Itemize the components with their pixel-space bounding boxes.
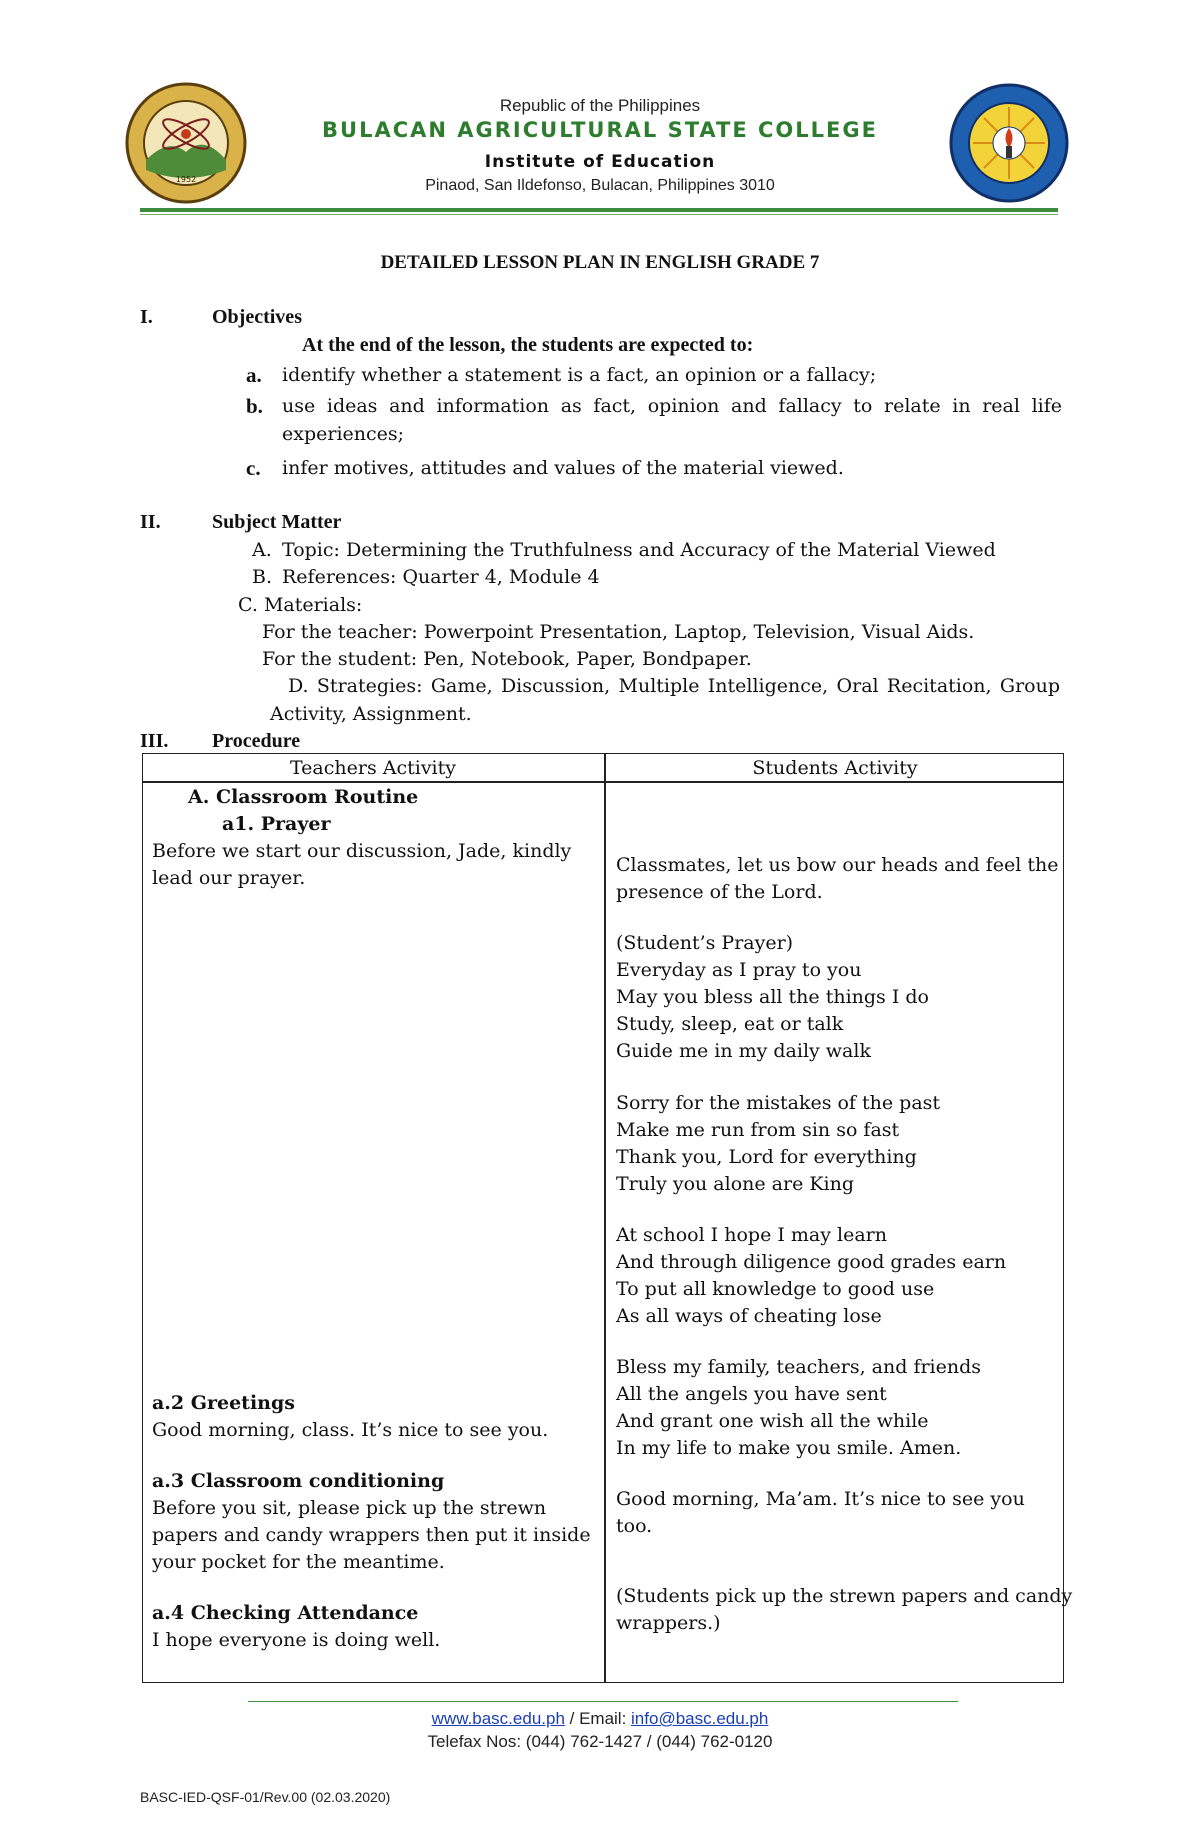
table-header-divider [142, 781, 1064, 783]
institute-name: Institute of Education [484, 152, 716, 172]
checking-attendance-heading: a.4 Checking Attendance [152, 1602, 419, 1624]
references-label: B. [252, 566, 273, 588]
objective-a-label: a. [246, 363, 262, 387]
prayer-stanza-1-line: Guide me in my daily walk [616, 1040, 871, 1062]
student-column-header: Students Activity [752, 757, 918, 779]
references-text: References: Quarter 4, Module 4 [282, 566, 600, 588]
student-greeting-line-1: Good morning, Ma’am. It’s nice to see you [616, 1488, 1025, 1510]
student-conditioning-line-1: (Students pick up the strewn papers and candy [616, 1585, 1073, 1607]
header-divider [140, 208, 1058, 212]
teacher-prayer-line-2: lead our prayer. [152, 867, 306, 889]
header-divider-thin [140, 214, 1058, 215]
prayer-stanza-1-line: May you bless all the things I do [616, 986, 929, 1008]
student-conditioning-line-2: wrappers.) [616, 1612, 721, 1634]
procedure-numeral: III. [140, 730, 169, 752]
svg-text:1952: 1952 [175, 175, 197, 184]
student-greeting-line-2: too. [616, 1515, 653, 1537]
prayer-stanza-3-line: And through diligence good grades earn [616, 1251, 1007, 1273]
objective-c-label: c. [246, 456, 261, 480]
objective-c-text: infer motives, attitudes and values of the material viewed. [282, 457, 844, 479]
student-prayer-intro-line-1: Classmates, let us bow our heads and feel the [616, 854, 1059, 876]
teacher-attendance: I hope everyone is doing well. [152, 1629, 441, 1651]
objective-a-text: identify whether a statement is a fact, an opinion or a fallacy; [282, 364, 877, 386]
footer-separator: / Email: [564, 1709, 632, 1728]
teacher-conditioning-line-3: your pocket for the meantime. [152, 1551, 445, 1573]
student-prayer-intro-line-2: presence of the Lord. [616, 881, 823, 903]
objective-b-label: b. [246, 394, 263, 418]
classroom-routine-heading: A. Classroom Routine [188, 786, 419, 808]
prayer-stanza-3-line: To put all knowledge to good use [616, 1278, 935, 1300]
document-code: BASC-IED-QSF-01/Rev.00 (02.03.2020) [140, 1789, 391, 1805]
footer-divider [248, 1701, 958, 1702]
prayer-stanza-4-line: In my life to make you smile. Amen. [616, 1437, 962, 1459]
strategies-text: D. Strategies: Game, Discussion, Multiple Intelligence, Oral Recitation, Group [288, 675, 1060, 697]
prayer-stanza-1-line: Study, sleep, eat or talk [616, 1013, 844, 1035]
objectives-numeral: I. [140, 306, 153, 328]
college-address: Pinaod, San Ildefonso, Bulacan, Philippines 3010 [425, 177, 775, 194]
subject-matter-numeral: II. [140, 511, 161, 533]
greetings-heading: a.2 Greetings [152, 1392, 295, 1414]
institute-of-education-seal-icon [948, 82, 1070, 204]
strategies-text-cont: Activity, Assignment. [270, 703, 472, 725]
basc-seal-icon [124, 82, 248, 204]
objective-b-text: use ideas and information as fact, opinion and fallacy to relate in real life [282, 395, 1062, 417]
prayer-stanza-2-line: Thank you, Lord for everything [616, 1146, 917, 1168]
footer-contact [0, 1709, 1200, 1729]
objectives-heading: Objectives [212, 306, 302, 328]
prayer-stanza-4-line: And grant one wish all the while [616, 1410, 929, 1432]
teacher-greeting: Good morning, class. It’s nice to see you. [152, 1419, 549, 1441]
college-name: BULACAN AGRICULTURAL STATE COLLEGE [322, 118, 878, 142]
teacher-materials: For the teacher: Powerpoint Presentation, Laptop, Television, Visual Aids. [262, 621, 975, 643]
prayer-stanza-4-line: Bless my family, teachers, and friends [616, 1356, 982, 1378]
prayer-heading: a1. Prayer [222, 813, 331, 835]
prayer-stanza-1-line: Everyday as I pray to you [616, 959, 862, 981]
prayer-stanza-1-line: (Student’s Prayer) [616, 932, 794, 954]
prayer-stanza-4-line: All the angels you have sent [616, 1383, 887, 1405]
prayer-stanza-3-line: At school I hope I may learn [616, 1224, 887, 1246]
subject-matter-heading: Subject Matter [212, 511, 342, 533]
teacher-column-header: Teachers Activity [289, 757, 457, 779]
prayer-stanza-2-line: Make me run from sin so fast [616, 1119, 900, 1141]
teacher-prayer-line-1: Before we start our discussion, Jade, kindly [152, 840, 572, 862]
topic-label: A. [252, 539, 272, 561]
prayer-stanza-2-line: Truly you alone are King [616, 1173, 855, 1195]
republic-line: Republic of the Philippines [499, 96, 701, 115]
objectives-intro: At the end of the lesson, the students are expected to: [302, 334, 754, 356]
prayer-stanza-3-line: As all ways of cheating lose [616, 1305, 882, 1327]
table-column-divider [604, 753, 606, 1683]
objective-b-text-cont: experiences; [282, 423, 405, 445]
email-link[interactable]: info@basc.edu.ph [631, 1709, 769, 1728]
teacher-conditioning-line-2: papers and candy wrappers then put it inside [152, 1524, 591, 1546]
footer-telefax: Telefax Nos: (044) 762-1427 / (044) 762-0120 [427, 1732, 773, 1751]
teacher-conditioning-line-1: Before you sit, please pick up the strewn [152, 1497, 547, 1519]
prayer-stanza-2-line: Sorry for the mistakes of the past [616, 1092, 941, 1114]
document-title: DETAILED LESSON PLAN IN ENGLISH GRADE 7 [380, 252, 820, 273]
classroom-conditioning-heading: a.3 Classroom conditioning [152, 1470, 445, 1492]
topic-text: Topic: Determining the Truthfulness and Accuracy of the Material Viewed [282, 539, 996, 561]
website-link[interactable]: www.basc.edu.ph [431, 1709, 565, 1728]
procedure-heading: Procedure [212, 730, 301, 752]
student-materials: For the student: Pen, Notebook, Paper, Bondpaper. [262, 648, 752, 670]
materials-heading: C. Materials: [238, 594, 363, 616]
